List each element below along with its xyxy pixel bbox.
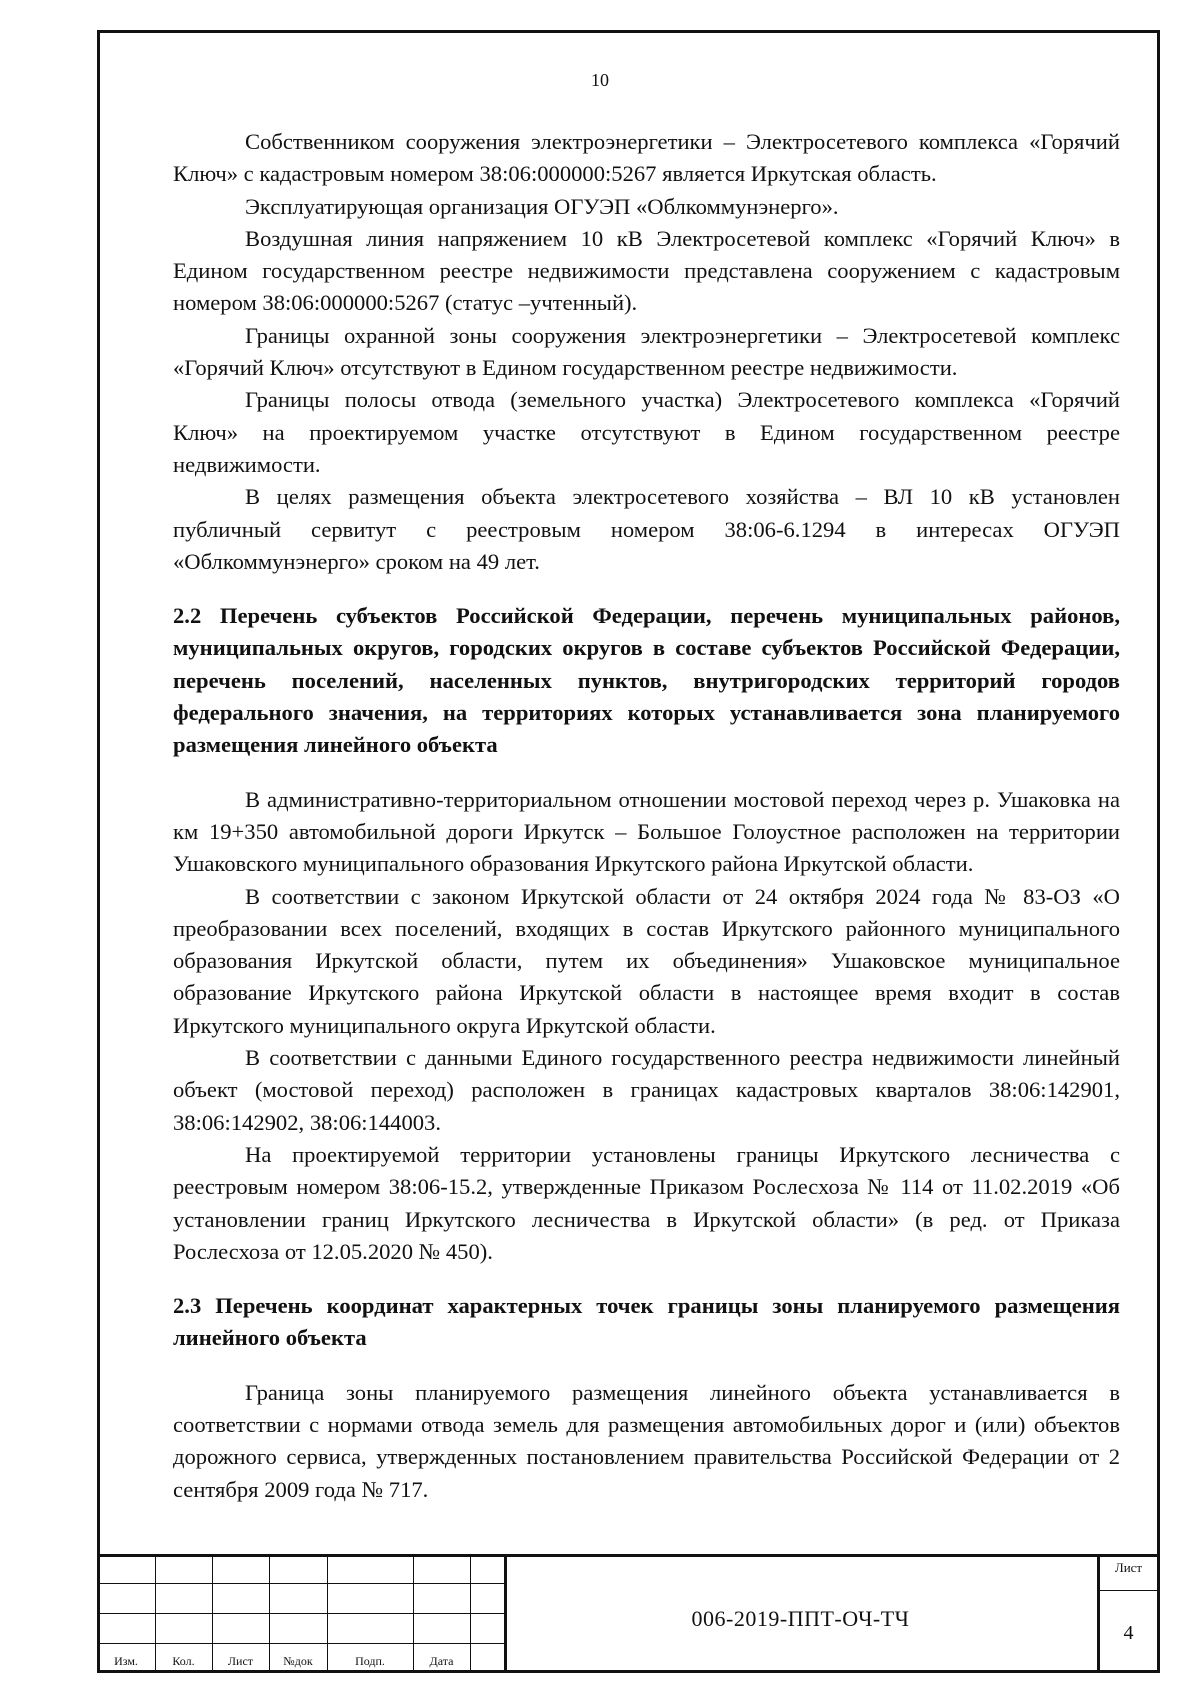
sheet-number: 4 xyxy=(1123,1622,1134,1644)
stamp-col-label: Подп. xyxy=(355,1654,385,1668)
paragraph: В административно-территориальном отношении мостовой переход через р. Ушаковка на км 19+350 автомобильной дороги Иркутск – Большое Голоустное расположен на территории Ушаковского муниципального образования Иркутского района Иркутской области. xyxy=(173,786,1120,877)
stamp-sheet-row-divider xyxy=(1097,1590,1160,1591)
page-number: 10 xyxy=(591,70,609,90)
sheet-label: Лист xyxy=(1114,1560,1143,1575)
paragraph: В целях размещения объекта электросетевого хозяйства – ВЛ 10 кВ установлен публичный сервитут с реестровым номером 38:06-6.1294 в интересах ОГУЭП «Облкоммунэнерго» сроком на 49 лет. xyxy=(173,484,1120,574)
title-block-stamp xyxy=(97,1554,1160,1673)
paragraph: Эксплуатирующая организация ОГУЭП «Облкоммунэнерго». xyxy=(245,193,839,219)
document-code: 006-2019-ППТ-ОЧ-ТЧ xyxy=(691,1606,910,1631)
paragraph: Границы охранной зоны сооружения электроэнергетики – Электросетевой комплекс «Горячий Ключ» отсутствуют в Едином государственном реестре недвижимости. xyxy=(173,322,1120,381)
stamp-row-divider xyxy=(97,1613,504,1614)
stamp-col-label: Лист xyxy=(227,1654,254,1668)
stamp-row-divider xyxy=(97,1583,504,1584)
paragraph: Собственником сооружения электроэнергетики – Электросетевого комплекса «Горячий Ключ» с кадастровым номером 38:06:000000:5267 является Иркутская область. xyxy=(173,129,1120,187)
stamp-col-label: №док xyxy=(283,1654,313,1668)
paragraph: В соответствии с данными Единого государственного реестра недвижимости линейный объект (мостовой переход) расположен в границах кадастровых кварталов 38:06:142901, 38:06:142902, 38:06:144003. xyxy=(173,1045,1120,1135)
stamp-row-divider xyxy=(97,1643,504,1644)
section-2-3-heading: 2.3 Перечень координат характерных точек границы зоны планируемого размещения линейного объекта xyxy=(173,1293,1120,1351)
paragraph: Воздушная линия напряжением 10 кВ Электросетевой комплекс «Горячий Ключ» в Едином государственном реестре недвижимости представлена сооружением с кадастровым номером 38:06:000000:5267 (статус –учтенный). xyxy=(173,225,1120,316)
stamp-col-label: Кол. xyxy=(172,1654,195,1668)
paragraph: В соответствии с законом Иркутской области от 24 октября 2024 года № 83-ОЗ «О преобразовании всех поселений, входящих в состав Иркутского районного муниципального образования Иркутской области, путем их объединения» Ушаковское муниципальное образование Иркутского района Иркутской области в настоящее время входит в состав Иркутского муниципального округа Иркутской области. xyxy=(173,883,1120,1038)
paragraph: На проектируемой территории установлены границы Иркутского лесничества с реестровым номером 38:06-15.2, утвержденные Приказом Рослесхоза № 114 от 11.02.2019 «Об установлении границ Иркутского лесничества в Иркутской области» (в ред. от Приказа Рослесхоза от 12.05.2020 № 450). xyxy=(173,1141,1120,1264)
stamp-col-divider xyxy=(470,1554,471,1673)
stamp-revision-table xyxy=(97,1554,504,1673)
document-body xyxy=(173,126,1120,1506)
stamp-col-label: Дата xyxy=(429,1654,454,1668)
paragraph: Граница зоны планируемого размещения линейного объекта устанавливается в соответствии с нормами отвода земель для размещения автомобильных дорог и (или) объектов дорожного сервиса, утвержденных постановлением правительства Российской Федерации от 2 сентября 2009 года № 717. xyxy=(173,1379,1120,1502)
section-2-2-heading: 2.2 Перечень субъектов Российской Федерации, перечень муниципальных районов, муниципальных округов, городских округов в составе субъектов Российской Федерации, перечень поселений, населенных пунктов, внутригородских территорий городов федерального значения, на территориях которых устанавливается зона планируемого размещения линейного объекта xyxy=(173,603,1120,758)
paragraph: Границы полосы отвода (земельного участка) Электросетевого комплекса «Горячий Ключ» на проектируемом участке отсутствуют в Едином государственном реестре недвижимости. xyxy=(173,387,1120,477)
stamp-col-label: Изм. xyxy=(114,1654,138,1668)
